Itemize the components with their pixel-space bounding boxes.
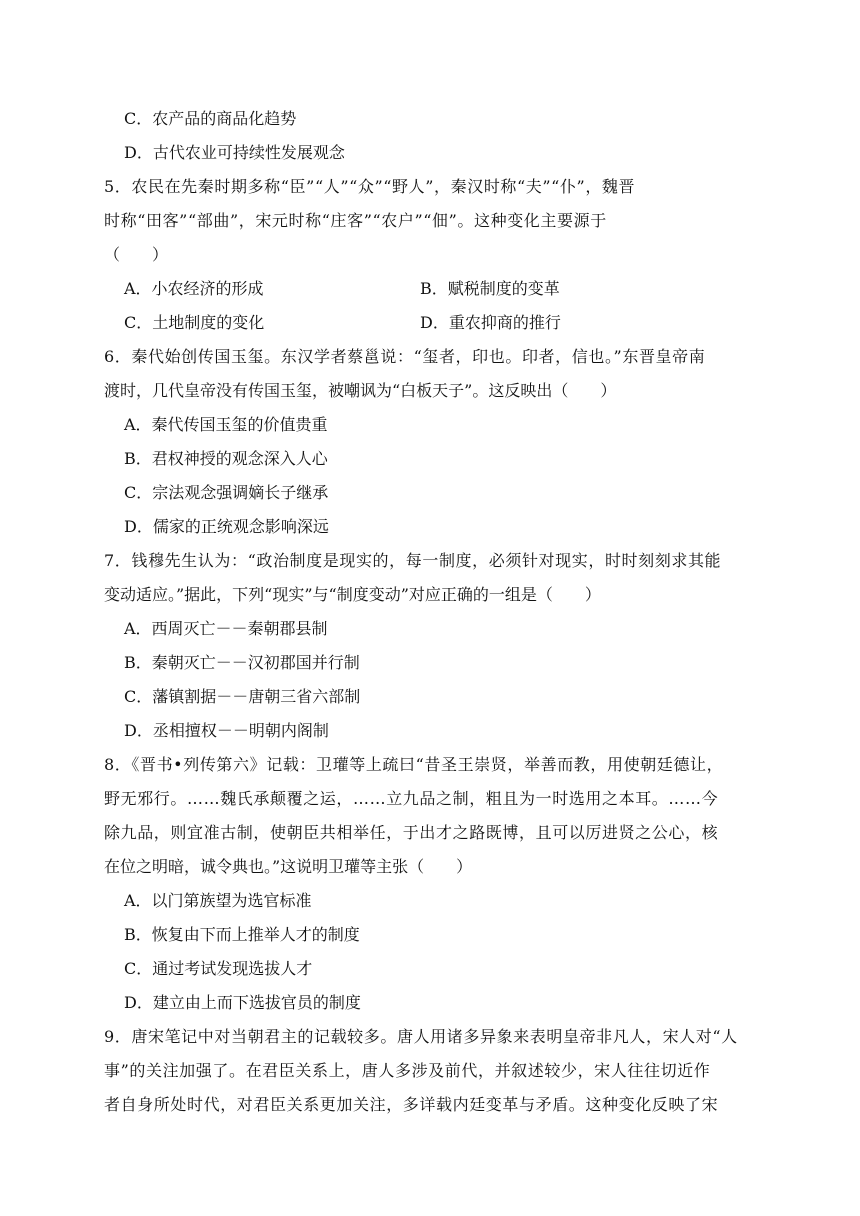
question-5-line-2: 时称“田客”“部曲”，宋元时称“庄客”“农户”“佃”。这种变化主要源于 [104, 211, 607, 230]
question-8-line-4: 在位之明暗，诚令典也。”这说明卫瓘等主张（ ） [104, 857, 473, 876]
option-8a: A．以门第族望为选官标准 [124, 891, 312, 910]
option-8b: B．恢复由下而上推举人才的制度 [124, 925, 360, 944]
question-6-line-1: 6．秦代始创传国玉玺。东汉学者蔡邕说：“玺者，印也。印者，信也。”东晋皇帝南 [104, 347, 706, 366]
option-5d: D．重农抑商的推行 [420, 313, 561, 332]
question-8-line-1: 8．《晋书•列传第六》记载：卫瓘等上疏曰“昔圣王崇贤，举善而教，用使朝廷德让， [104, 755, 724, 774]
question-5-answer-blank: （ ） [104, 245, 169, 264]
question-8-line-3: 除九品，则宜准古制，使朝臣共相举任，于出才之路既博，且可以厉进贤之公心，核 [104, 823, 719, 842]
question-8-line-2: 野无邪行。……魏氏承颠覆之运，……立九品之制，粗且为一时选用之本耳。……今 [104, 789, 719, 808]
option-6c: C．宗法观念强调嫡长子继承 [124, 483, 329, 502]
option-5b: B．赋税制度的变革 [420, 279, 560, 298]
option-7d: D．丞相擅权－－明朝内阁制 [124, 721, 329, 740]
option-7c: C．藩镇割据－－唐朝三省六部制 [124, 687, 361, 706]
question-9-line-3: 者自身所处时代，对君臣关系更加关注，多详载内廷变革与矛盾。这种变化反映了宋 [104, 1095, 719, 1114]
option-5a: A．小农经济的形成 [124, 279, 264, 298]
option-8c: C．通过考试发现选拔人才 [124, 959, 313, 978]
question-5-line-1: 5．农民在先秦时期多称“臣”“人”“众”“野人”，秦汉时称“夫”“仆”，魏晋 [104, 177, 636, 196]
option-7b: B．秦朝灭亡－－汉初郡国并行制 [124, 653, 360, 672]
option-5c: C．土地制度的变化 [124, 313, 265, 332]
option-6a: A．秦代传国玉玺的价值贵重 [124, 415, 328, 434]
option-7a: A．西周灭亡－－秦朝郡县制 [124, 619, 328, 638]
option-4c: C．农产品的商品化趋势 [124, 109, 297, 128]
option-8d: D．建立由上而下选拔官员的制度 [124, 993, 361, 1012]
question-9-line-1: 9．唐宋笔记中对当朝君主的记载较多。唐人用诸多异象来表明皇帝非凡人，宋人对“人 [104, 1027, 738, 1046]
option-6d: D．儒家的正统观念影响深远 [124, 517, 329, 536]
option-4d: D．古代农业可持续性发展观念 [124, 143, 345, 162]
question-7-line-2: 变动适应。”据此，下列“现实”与“制度变动”对应正确的一组是（ ） [104, 585, 601, 604]
option-6b: B．君权神授的观念深入人心 [124, 449, 328, 468]
question-7-line-1: 7．钱穆先生认为：“政治制度是现实的，每一制度，必须针对现实，时时刻刻求其能 [104, 551, 722, 570]
question-9-line-2: 事”的关注加强了。在君臣关系上，唐人多涉及前代，并叙述较少，宋人往往切近作 [104, 1061, 711, 1080]
question-6-line-2: 渡时，几代皇帝没有传国玉玺，被嘲讽为“白板天子”。这反映出（ ） [104, 381, 617, 400]
